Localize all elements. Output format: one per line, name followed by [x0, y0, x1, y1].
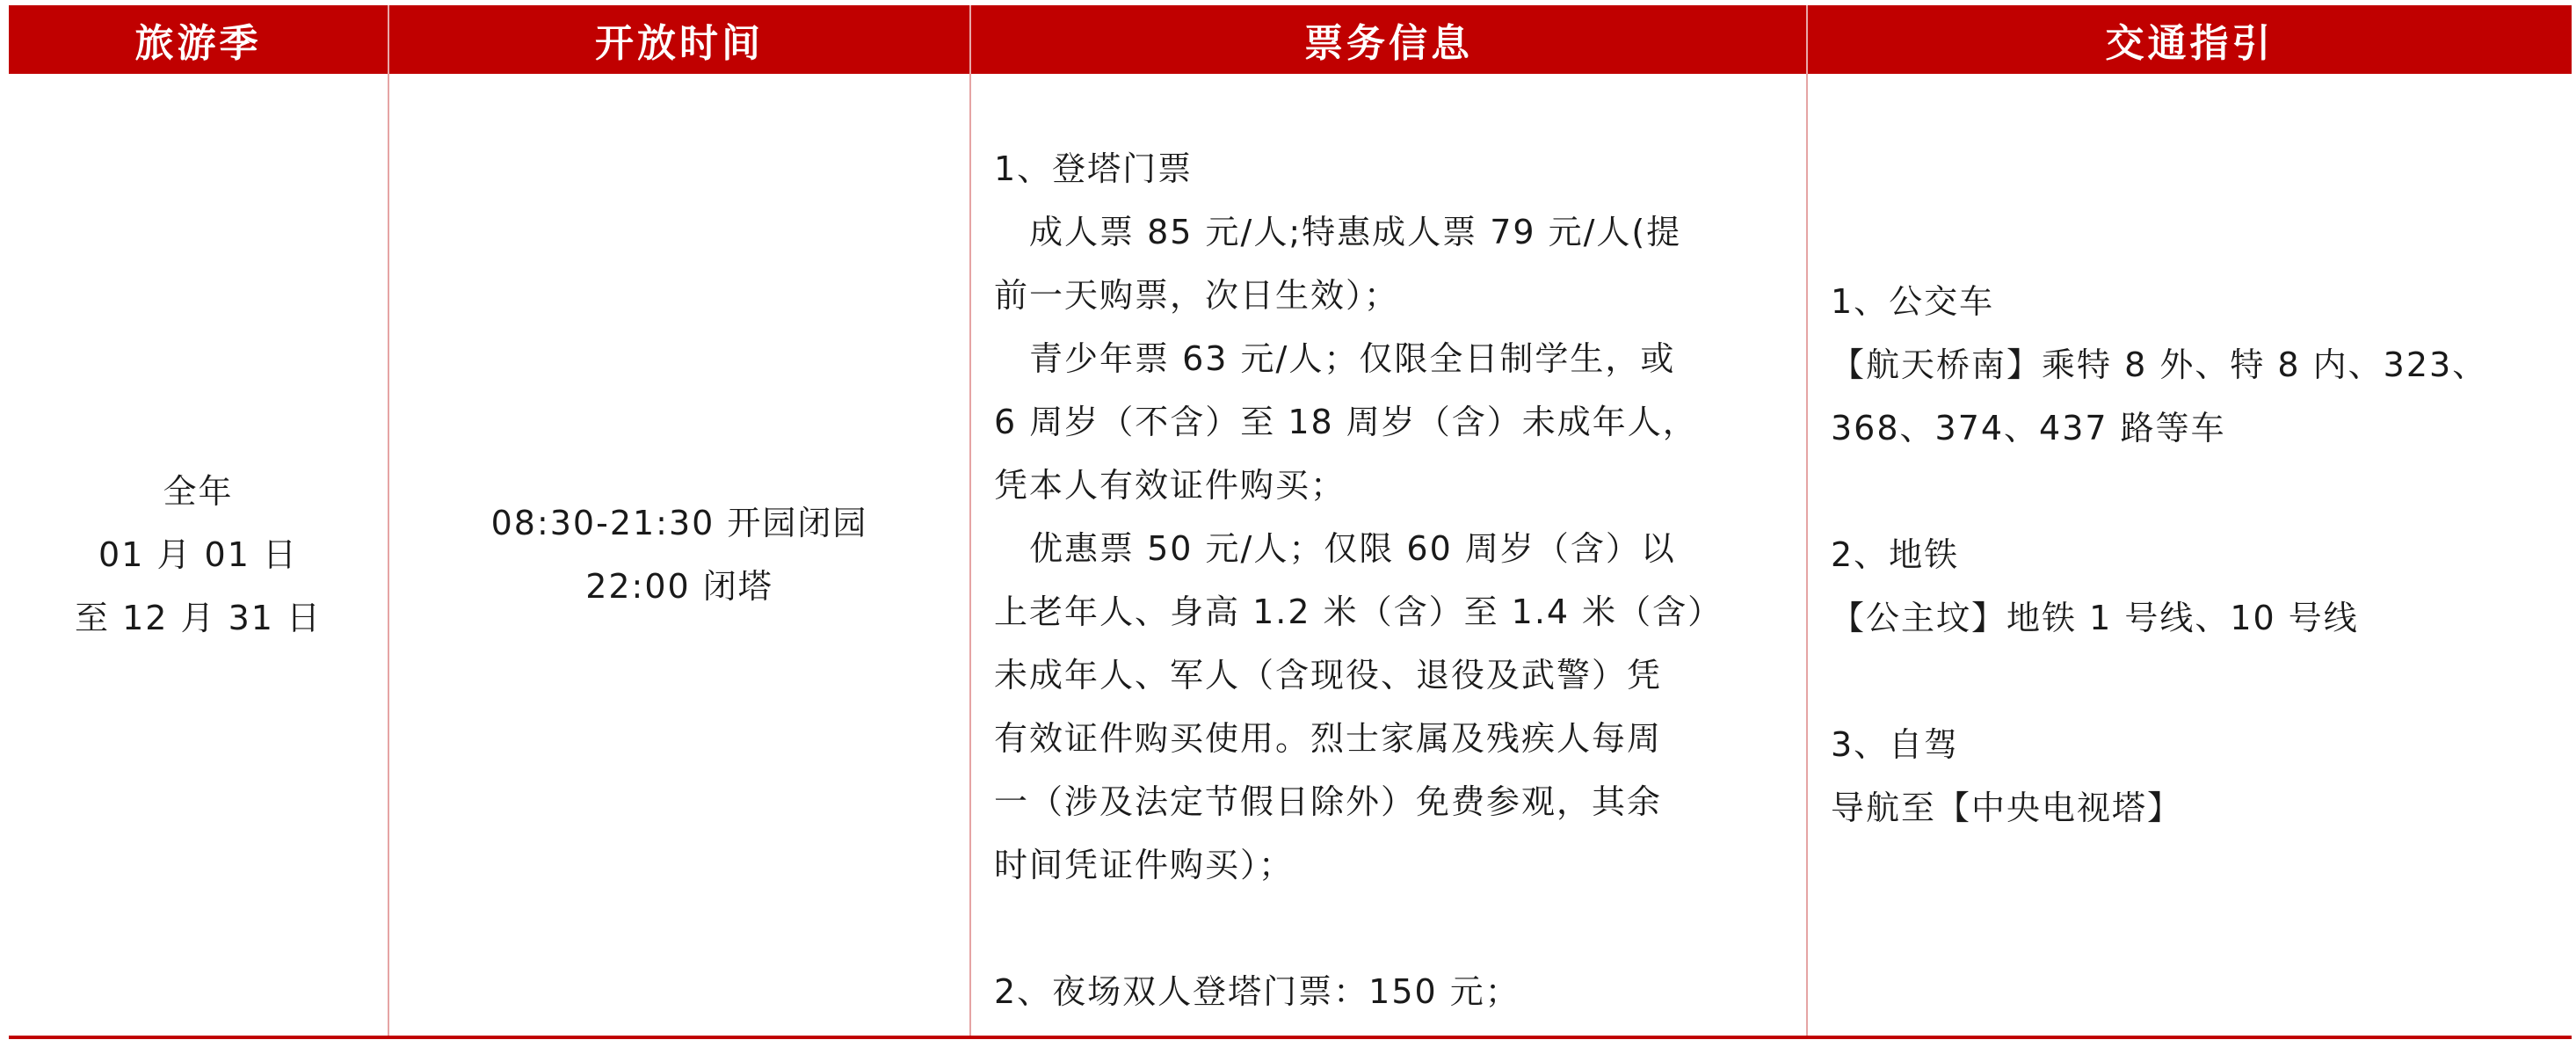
traffic-cell: [1807, 74, 2572, 1037]
drive-route: 导航至【中央电视塔】: [1831, 789, 2183, 827]
ticket-line: 未成年人、军人（含现役、退役及武警）凭: [994, 656, 1663, 694]
hours-cell: [388, 74, 970, 1037]
spacer: [994, 897, 1790, 960]
bus-routes: 368、374、437 路等车: [1831, 409, 2226, 447]
header-hours: 开放时间: [388, 5, 970, 74]
drive-title: 3、自驾: [1831, 725, 1960, 764]
ticket-line: 成人票 85 元/人;特惠成人票 79 元/人(提: [994, 213, 1682, 251]
header-season: 旅游季: [9, 5, 388, 74]
header-traffic: 交通指引: [1807, 5, 2572, 74]
header-row: [9, 5, 2572, 74]
metro-route: 【公主坟】地铁 1 号线、10 号线: [1831, 599, 2359, 637]
season-cell: [9, 74, 388, 1037]
ticket-line: 优惠票 50 元/人；仅限 60 周岁（含）以: [994, 529, 1676, 568]
ticket-line: 青少年票 63 元/人；仅限全日制学生，或: [994, 339, 1676, 378]
ticket-line: 时间凭证件购买）；: [994, 846, 1295, 884]
tower-info-table: [9, 5, 2572, 1039]
ticket-line: 一（涉及法定节假日除外）免费参观，其余: [994, 782, 1663, 821]
season-end-date: 至 12 月 31 日: [74, 599, 323, 637]
ticket-line: 凭本人有效证件购买；: [994, 466, 1346, 505]
header-ticket: 票务信息: [970, 5, 1807, 74]
ticket-line: 1、登塔门票: [994, 149, 1194, 188]
ticket-line: 6 周岁（不含）至 18 周岁（含）未成年人，: [994, 403, 1698, 441]
season-start-date: 01 月 01 日: [98, 535, 298, 574]
ticket-cell: [970, 74, 1807, 1037]
bus-routes: 【航天桥南】乘特 8 外、特 8 内、323、: [1831, 345, 2488, 384]
night-ticket-line: 2、夜场双人登塔门票：150 元；: [994, 972, 1520, 1011]
ticket-line: 前一天购票，次日生效）；: [994, 276, 1400, 315]
tower-close-time: 22:00 闭塔: [585, 567, 773, 606]
spacer: [1831, 650, 2556, 713]
metro-title: 2、地铁: [1831, 535, 1960, 574]
ticket-line: 上老年人、身高 1.2 米（含）至 1.4 米（含）: [994, 593, 1723, 631]
spacer: [1831, 460, 2556, 523]
park-hours: 08:30-21:30 开园闭园: [490, 504, 868, 542]
season-line: 全年: [163, 472, 234, 511]
table-row: [9, 74, 2572, 1037]
bus-title: 1、公交车: [1831, 282, 1995, 321]
ticket-line: 有效证件购买使用。烈士家属及残疾人每周: [994, 719, 1663, 758]
